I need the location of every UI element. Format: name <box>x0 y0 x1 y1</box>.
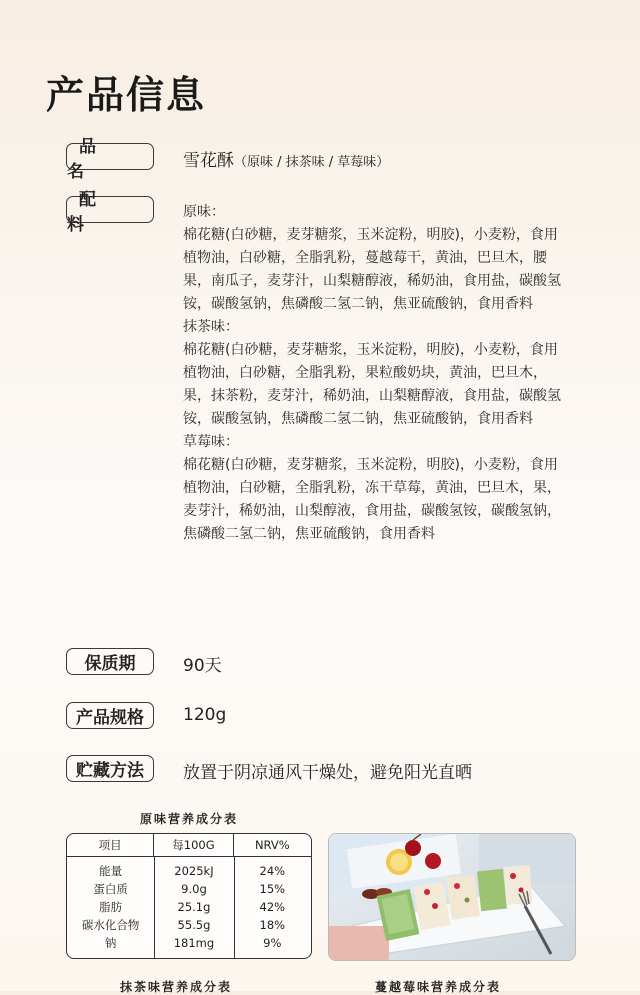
table-row <box>67 862 311 880</box>
nutrient-nrv: 18% <box>259 918 286 932</box>
name-value-wrap <box>183 146 389 171</box>
storage-value: 放置于阴凉通风干燥处，避免阳光直晒 <box>183 763 472 783</box>
name-value: 雪花酥 <box>183 151 234 171</box>
ingredients-strawberry-title: 草莓味： <box>183 434 239 450</box>
nutrient-amount: 25.1g <box>177 900 211 914</box>
spec-value: 120g <box>183 705 227 725</box>
nutrient-nrv: 9% <box>263 936 282 950</box>
nutrient-name: 蛋白质 <box>93 882 128 896</box>
table-row <box>67 880 311 898</box>
product-photo <box>328 833 576 961</box>
ingredients-matcha: 棉花糖(白砂糖，麦芽糖浆，玉米淀粉，明胶)，小麦粉，食用植物油，白砂糖，全脂乳粉，果粒酸奶块，黄油，巴旦木，果，抹茶粉，麦芽汁，稀奶油，山梨糖醇液，食用盐，碳酸氢铵，碳酸氢钠，焦磷酸二氢二钠，焦亚硫酸钠，食用香料 <box>183 342 561 427</box>
nutrition-header-nrv: NRV% <box>254 838 290 852</box>
nutrition-header-per100g: 每100G <box>154 834 233 856</box>
nutrient-nrv: 15% <box>259 882 286 896</box>
nutrient-name: 脂肪 <box>99 900 123 914</box>
nutrition-header-item: 项目 <box>67 834 154 856</box>
nutrition-table <box>66 833 312 959</box>
shelf-life-label: 保质期 <box>66 648 154 675</box>
shelf-life-value: 90天 <box>183 656 222 676</box>
nutrient-amount: 181mg <box>173 936 215 950</box>
table-row <box>67 898 311 916</box>
nutrient-name: 钠 <box>104 936 117 950</box>
name-label: 品 名 <box>66 143 154 170</box>
nutrient-amount: 9.0g <box>181 882 207 896</box>
name-variants: （原味 / 抹茶味 / 草莓味） <box>234 155 390 170</box>
ingredients-label: 配 料 <box>66 196 154 223</box>
nutrient-nrv: 24% <box>259 864 286 878</box>
ingredients-strawberry: 棉花糖(白砂糖，麦芽糖浆，玉米淀粉，明胶)，小麦粉，食用植物油，白砂糖，全脂乳粉，冻干草莓，黄油，巴旦木，果，麦芽汁，稀奶油，山梨醇液，食用盐，碳酸氢铵，碳酸氢钠，焦磷酸二氢二钠，焦亚硫酸钠，食用香料 <box>183 457 561 542</box>
matcha-nutrition-title: 抹茶味营养成分表 <box>120 980 233 994</box>
table-row <box>67 934 311 952</box>
nutrient-amount: 2025kJ <box>174 864 214 878</box>
nutrition-title: 原味营养成分表 <box>139 812 238 826</box>
nutrient-name: 碳水化合物 <box>81 918 140 932</box>
nutrition-header <box>67 834 311 857</box>
nutrient-amount: 55.5g <box>177 918 211 932</box>
page-title: 产品信息 <box>46 73 207 117</box>
ingredients-matcha-title: 抹茶味： <box>183 319 239 335</box>
cranberry-nutrition-title: 蔓越莓味营养成分表 <box>375 980 502 994</box>
storage-label: 贮藏方法 <box>66 755 154 782</box>
nutrient-nrv: 42% <box>259 900 286 914</box>
spec-label: 产品规格 <box>66 702 154 729</box>
ingredients-original-title: 原味： <box>183 204 225 220</box>
ingredients-original: 棉花糖(白砂糖，麦芽糖浆，玉米淀粉，明胶)，小麦粉，食用植物油，白砂糖，全脂乳粉，蔓越莓干，黄油，巴旦木，腰果，南瓜子，麦芽汁，山梨糖醇液，稀奶油，食用盐，碳酸氢铵，碳酸氢钠，焦磷酸二氢二钠，焦亚硫酸钠，食用香料 <box>183 227 561 312</box>
ingredients-text <box>183 201 563 546</box>
nutrient-name: 能量 <box>99 864 123 878</box>
table-row <box>67 916 311 934</box>
